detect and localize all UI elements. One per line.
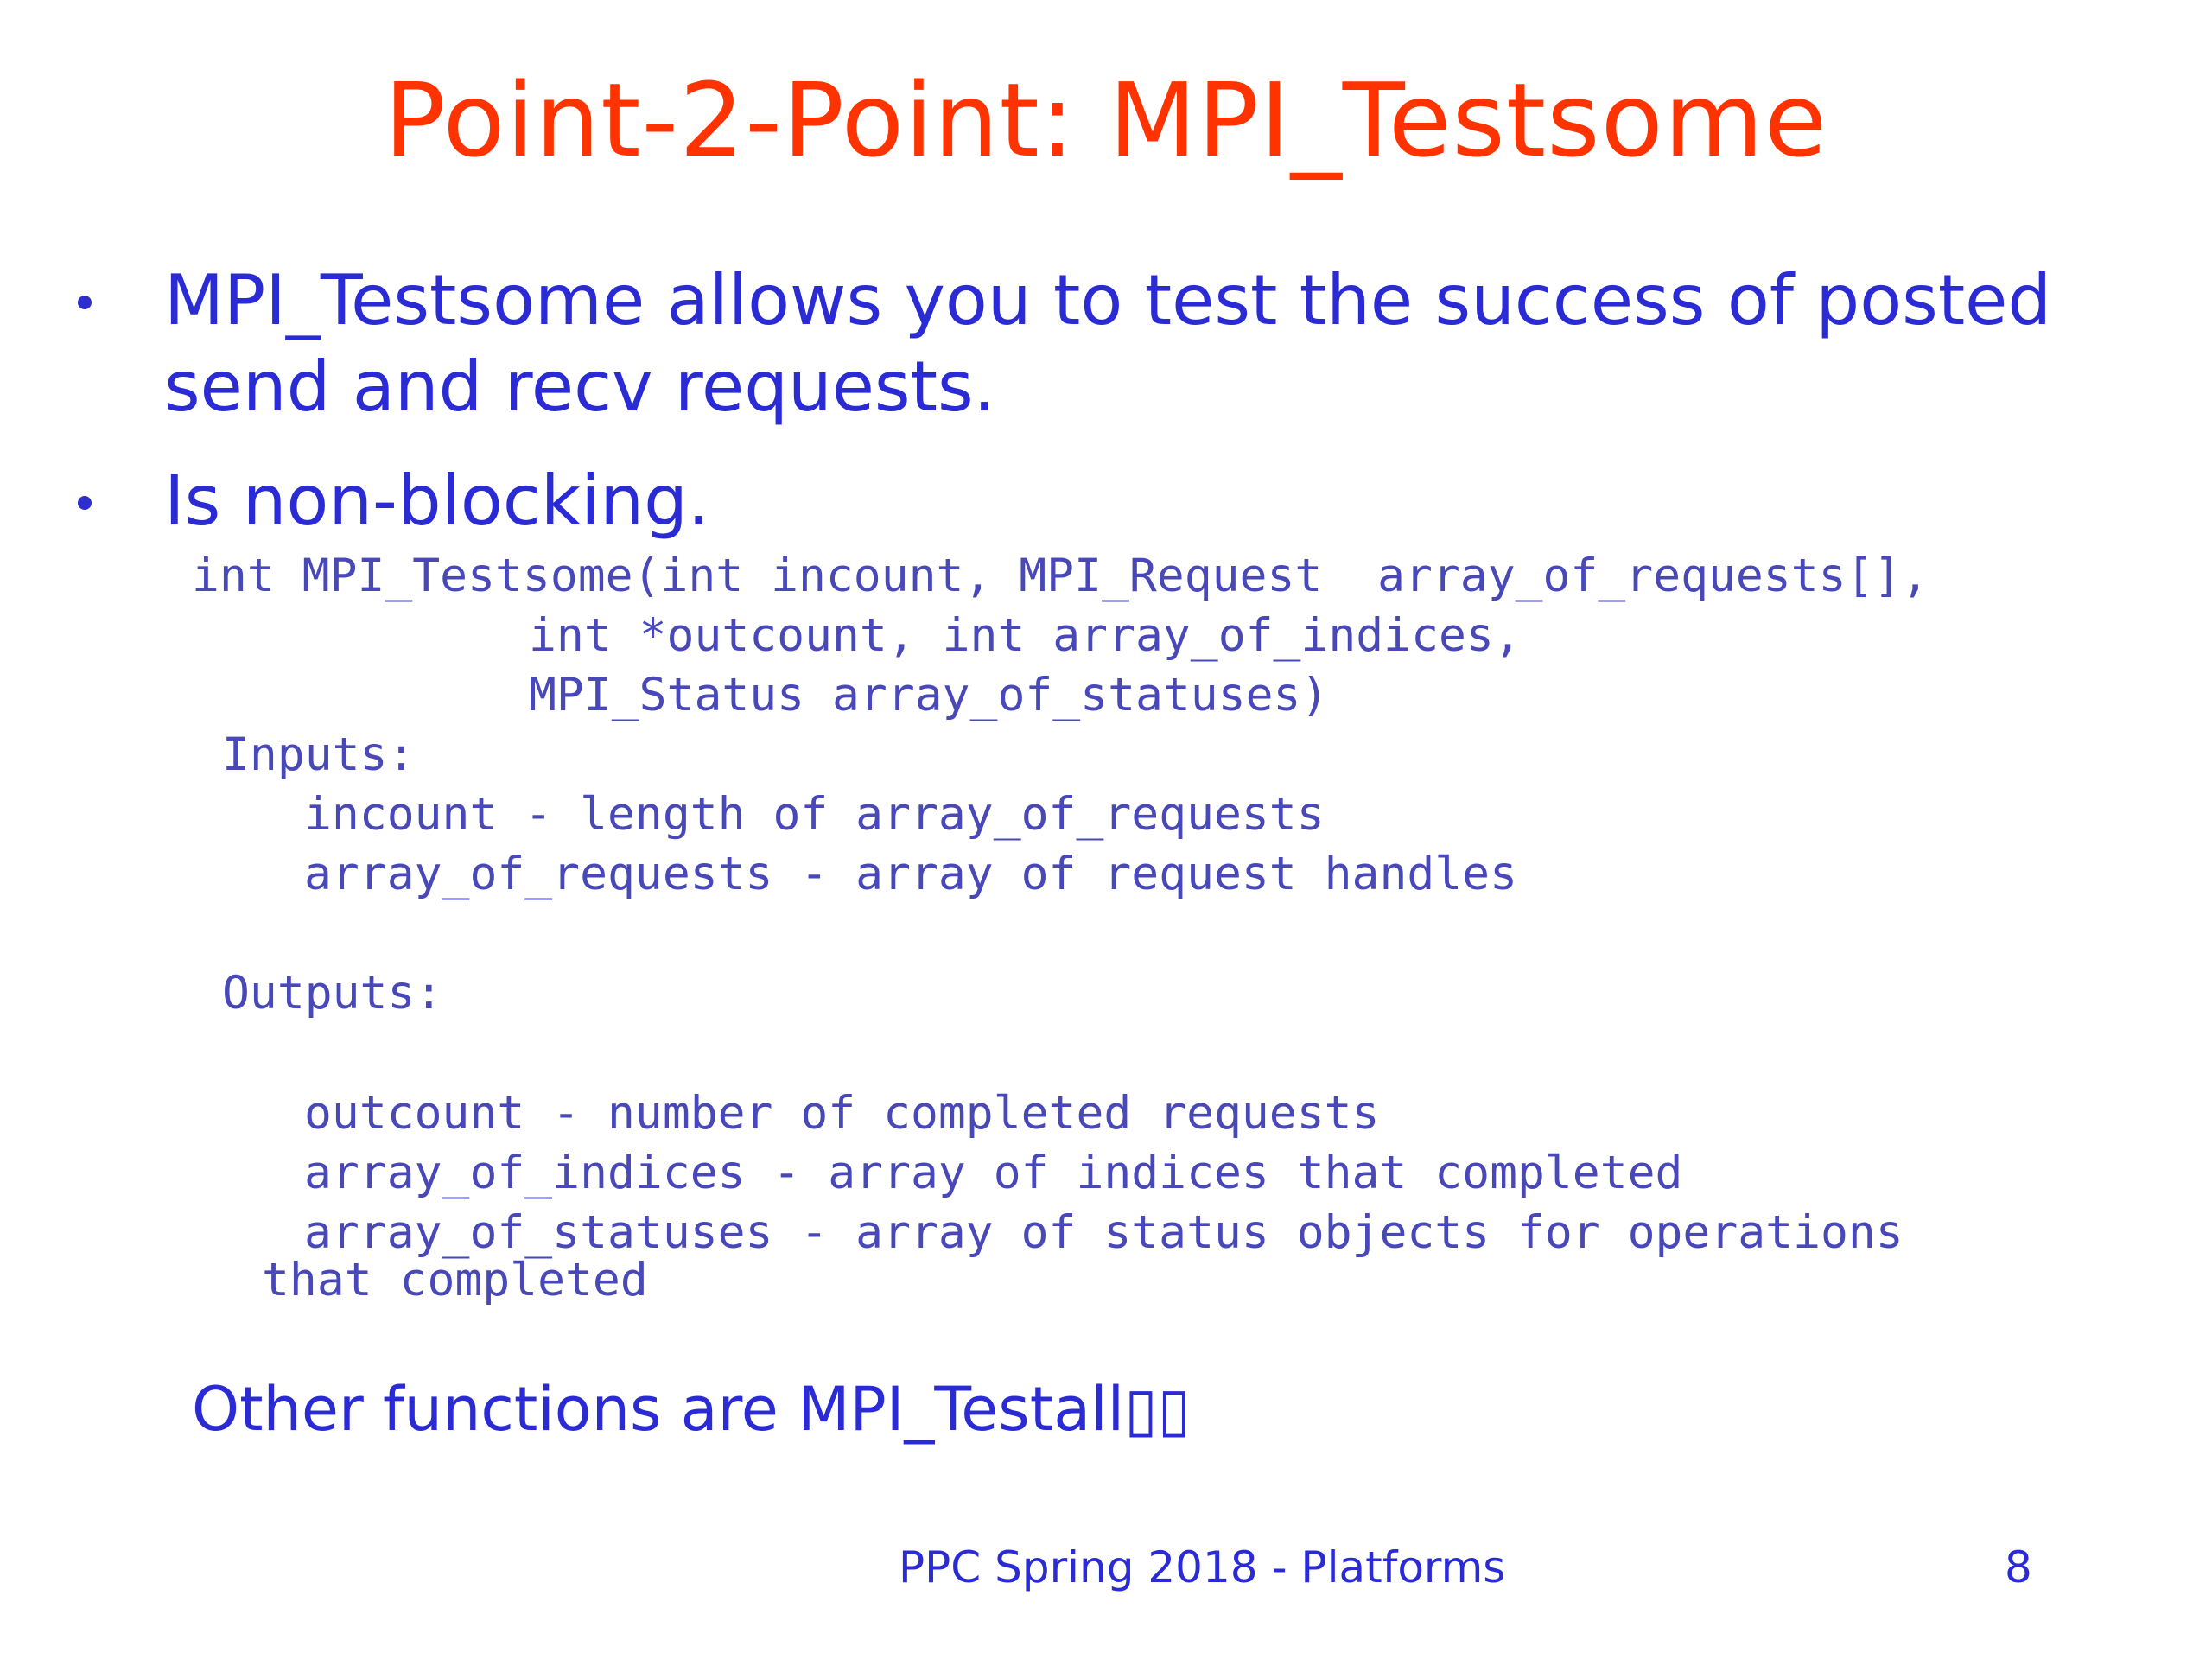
- bullet-line: Is non-blocking.: [164, 461, 710, 541]
- bullet-text: [164, 257, 2195, 430]
- input-item: incount - length of array_of_requests: [304, 788, 1325, 841]
- input-item: array_of_requests - array of request handles: [304, 848, 1517, 900]
- output-item: array_of_statuses - array of status objects for operations: [304, 1206, 1904, 1259]
- output-item-continuation: that completed: [262, 1254, 648, 1306]
- bullet-line: send and recv requests.: [164, 346, 996, 427]
- slide-title: Point-2-Point: MPI_Testsome: [384, 60, 1828, 180]
- signature-line: MPI_Status array_of_statuses): [529, 669, 1329, 721]
- outputs-heading: Outputs:: [222, 967, 443, 1020]
- bullet-text: [164, 458, 2195, 544]
- other-functions-text: Other functions are MPI_Testall▯▯: [192, 1374, 1192, 1445]
- signature-line: int MPI_Testsome(int incount, MPI_Request array_of_requests[],: [192, 550, 1929, 602]
- output-item: array_of_indices - array of indices that completed: [304, 1147, 1683, 1199]
- footer-title: PPC Spring 2018 - Platforms: [899, 1542, 1506, 1592]
- output-item: outcount - number of completed requests: [304, 1087, 1380, 1140]
- bullet-dot-icon: [78, 296, 92, 309]
- bullet-dot-icon: [78, 496, 92, 510]
- signature-line: int *outcount, int array_of_indices,: [529, 609, 1522, 662]
- inputs-heading: Inputs:: [222, 728, 416, 781]
- page-number: 8: [2005, 1542, 2032, 1592]
- bullet-line: MPI_Testsome allows you to test the success of posted: [164, 260, 2052, 340]
